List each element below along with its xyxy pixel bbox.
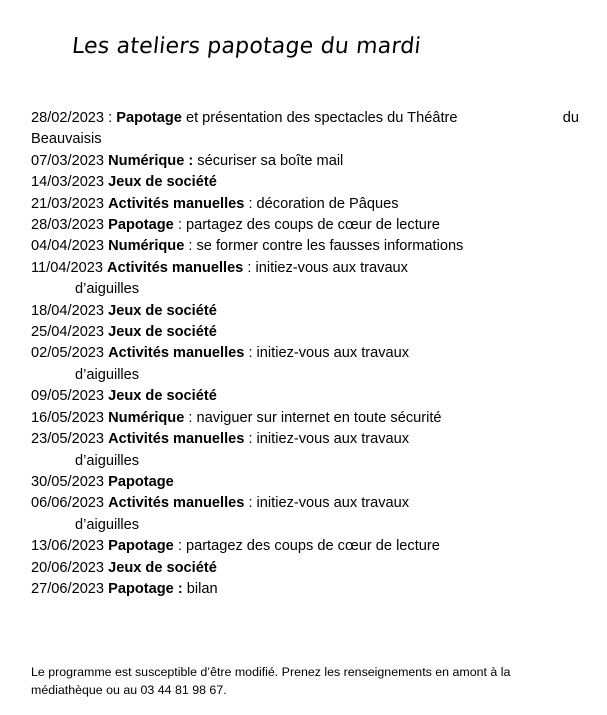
- entry-date: 04/04/2023: [31, 238, 105, 255]
- entry-category: Papotage: [108, 473, 174, 490]
- schedule-entry: [31, 108, 579, 151]
- entry-description: : initiez-vous aux travaux: [244, 431, 410, 448]
- schedule-entry: [31, 151, 579, 172]
- entry-category: Papotage: [108, 217, 174, 234]
- entry-description-continued: d’aiguilles: [75, 516, 140, 533]
- schedule-entry: [31, 579, 579, 600]
- entry-description-continued: d’aiguilles: [75, 452, 140, 469]
- entry-category: Numérique :: [108, 152, 194, 169]
- entry-description: : partagez des coups de cœur de lecture: [173, 538, 440, 555]
- entry-category: Activités manuelles: [107, 259, 244, 276]
- entry-description-continued: Beauvaisis: [31, 131, 102, 148]
- entry-date: 28/03/2023: [31, 217, 105, 234]
- schedule-entry: [31, 536, 579, 557]
- entry-date: 21/03/2023: [31, 195, 105, 212]
- schedule-entry: [31, 258, 579, 301]
- entry-category: Numérique: [108, 409, 185, 426]
- entry-category: Jeux de société: [108, 388, 217, 405]
- entry-category: Jeux de société: [108, 302, 217, 319]
- entry-date: 18/04/2023: [31, 302, 105, 319]
- entry-category: Jeux de société: [108, 559, 217, 576]
- entry-description: : partagez des coups de cœur de lecture: [173, 217, 440, 234]
- entry-category: Numérique: [108, 238, 185, 255]
- entry-date: 20/06/2023: [31, 559, 105, 576]
- entry-description: sécuriser sa boîte mail: [193, 152, 344, 169]
- schedule-entry: [31, 343, 579, 386]
- entry-description: : initiez-vous aux travaux: [244, 495, 410, 512]
- schedule-entry: [31, 236, 579, 257]
- schedule-entry: [31, 301, 579, 322]
- schedule-entry: [31, 429, 579, 472]
- entry-date: 02/05/2023: [31, 345, 105, 362]
- entry-category: Jeux de société: [108, 324, 217, 341]
- page-title: Les ateliers papotage du mardi: [70, 34, 423, 59]
- entry-description-continued: d’aiguilles: [75, 281, 140, 298]
- entry-category: Activités manuelles: [108, 431, 245, 448]
- entry-description-continued: d’aiguilles: [75, 366, 140, 383]
- entry-category: Papotage :: [108, 580, 183, 597]
- schedule-entry: [31, 386, 579, 407]
- entry-date: 11/04/2023: [31, 259, 103, 276]
- footer-note: Le programme est susceptible d’être modifié. Prenez les renseignements en amont à la médiathèque ou au 03 44 81 98 67.: [31, 665, 511, 697]
- schedule-entry: [31, 194, 579, 215]
- entry-date: 27/06/2023: [31, 580, 105, 597]
- entry-date: 23/05/2023: [31, 431, 105, 448]
- entry-category: Activités manuelles: [108, 345, 245, 362]
- entry-date: 30/05/2023: [31, 473, 105, 490]
- entry-category: Activités manuelles: [108, 495, 245, 512]
- entry-category: Jeux de société: [108, 174, 217, 191]
- entry-date: 28/02/2023 :: [31, 110, 113, 126]
- entry-date: 13/06/2023: [31, 538, 105, 555]
- entry-description: et présentation des spectacles du Théâtre: [181, 110, 458, 126]
- schedule-entry: [31, 172, 579, 193]
- entry-date: 06/06/2023: [31, 495, 109, 512]
- schedule-entry: [31, 472, 579, 493]
- entry-date: 09/05/2023: [31, 388, 105, 405]
- entry-description-end: du: [562, 110, 579, 126]
- entry-date: 14/03/2023: [31, 174, 105, 191]
- entry-description: : initiez-vous aux travaux: [243, 259, 408, 276]
- entry-description: : naviguer sur internet en toute sécurité: [184, 409, 442, 426]
- schedule-entry: [31, 493, 579, 536]
- entry-date: 07/03/2023: [31, 152, 105, 169]
- entry-description: : se former contre les fausses informations: [184, 238, 464, 255]
- schedule-entry: [31, 408, 579, 429]
- schedule-entry: [31, 215, 579, 236]
- schedule-entry: [31, 558, 579, 579]
- entry-description: : décoration de Pâques: [244, 195, 399, 212]
- schedule-entry: [31, 322, 579, 343]
- entry-category: Papotage: [108, 538, 174, 555]
- entry-date: 16/05/2023: [31, 409, 105, 426]
- entry-category: Activités manuelles: [108, 195, 245, 212]
- entry-category: Papotage: [116, 110, 182, 126]
- entry-date: 25/04/2023: [31, 324, 105, 341]
- entry-description: : initiez-vous aux travaux: [244, 345, 410, 362]
- schedule-list: [31, 108, 579, 600]
- entry-description: bilan: [182, 580, 218, 597]
